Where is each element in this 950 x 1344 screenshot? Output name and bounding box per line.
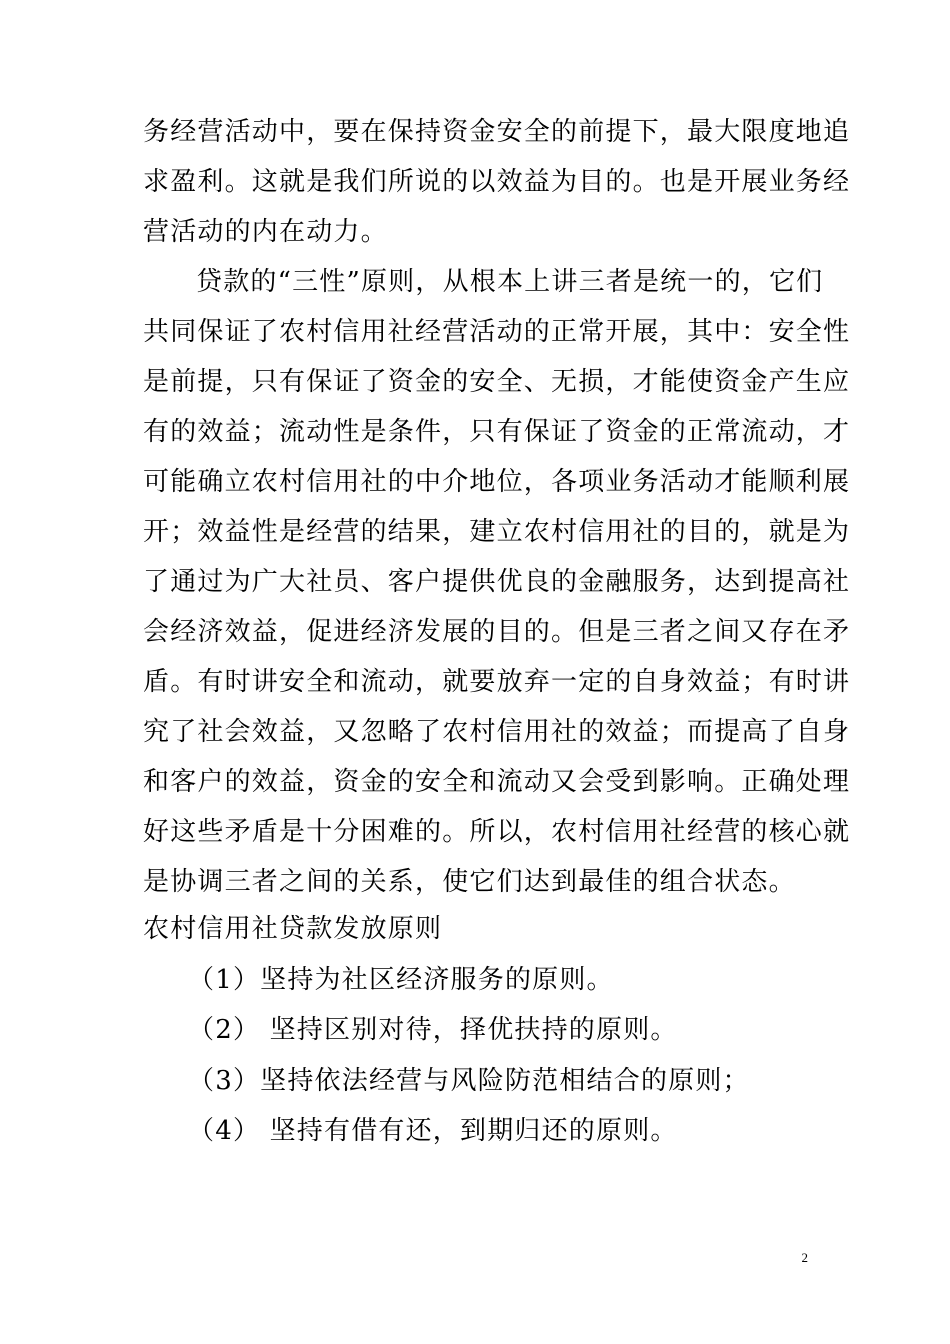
paragraph-line: 有的效益；流动性是条件，只有保证了资金的正常流动，才 xyxy=(143,417,851,447)
paragraph-line: 可能确立农村信用社的中介地位，各项业务活动才能顺利展 xyxy=(143,467,851,497)
paragraph-line: 了通过为广大社员、客户提供优良的金融服务，达到提高社 xyxy=(143,567,851,597)
principle-item: （2） 坚持区别对待，择优扶持的原则。 xyxy=(188,1015,678,1045)
paragraph-line: 会经济效益，促进经济发展的目的。但是三者之间又存在矛 xyxy=(143,617,851,647)
principle-item: （4） 坚持有借有还，到期归还的原则。 xyxy=(188,1116,678,1146)
page-number: 2 xyxy=(801,1250,808,1265)
section-heading: 农村信用社贷款发放原则 xyxy=(143,914,443,944)
paragraph-line: 是协调三者之间的关系，使它们达到最佳的组合状态。 xyxy=(143,867,796,897)
paragraph-line: 求盈利。这就是我们所说的以效益为目的。也是开展业务经 xyxy=(143,167,851,197)
paragraph-line: 营活动的内在动力。 xyxy=(143,217,388,247)
paragraph-line: 是前提，只有保证了资金的安全、无损，才能使资金产生应 xyxy=(143,367,851,397)
paragraph-line: 究了社会效益，又忽略了农村信用社的效益；而提高了自身 xyxy=(143,717,851,747)
paragraph-line: 贷款的“三性”原则，从根本上讲三者是统一的，它们 xyxy=(196,267,824,297)
paragraph-line: 和客户的效益，资金的安全和流动又会受到影响。正确处理 xyxy=(143,767,851,797)
paragraph-line: 开；效益性是经营的结果，建立农村信用社的目的，就是为 xyxy=(143,517,851,547)
principle-item: （1）坚持为社区经济服务的原则。 xyxy=(188,965,614,995)
paragraph-line: 盾。有时讲安全和流动，就要放弃一定的自身效益；有时讲 xyxy=(143,667,851,697)
principle-item: （3）坚持依法经营与风险防范相结合的原则； xyxy=(188,1066,750,1096)
paragraph-line: 共同保证了农村信用社经营活动的正常开展，其中：安全性 xyxy=(143,317,851,347)
paragraph-line: 务经营活动中，要在保持资金安全的前提下，最大限度地追 xyxy=(143,117,851,147)
paragraph-line: 好这些矛盾是十分困难的。所以，农村信用社经营的核心就 xyxy=(143,817,851,847)
